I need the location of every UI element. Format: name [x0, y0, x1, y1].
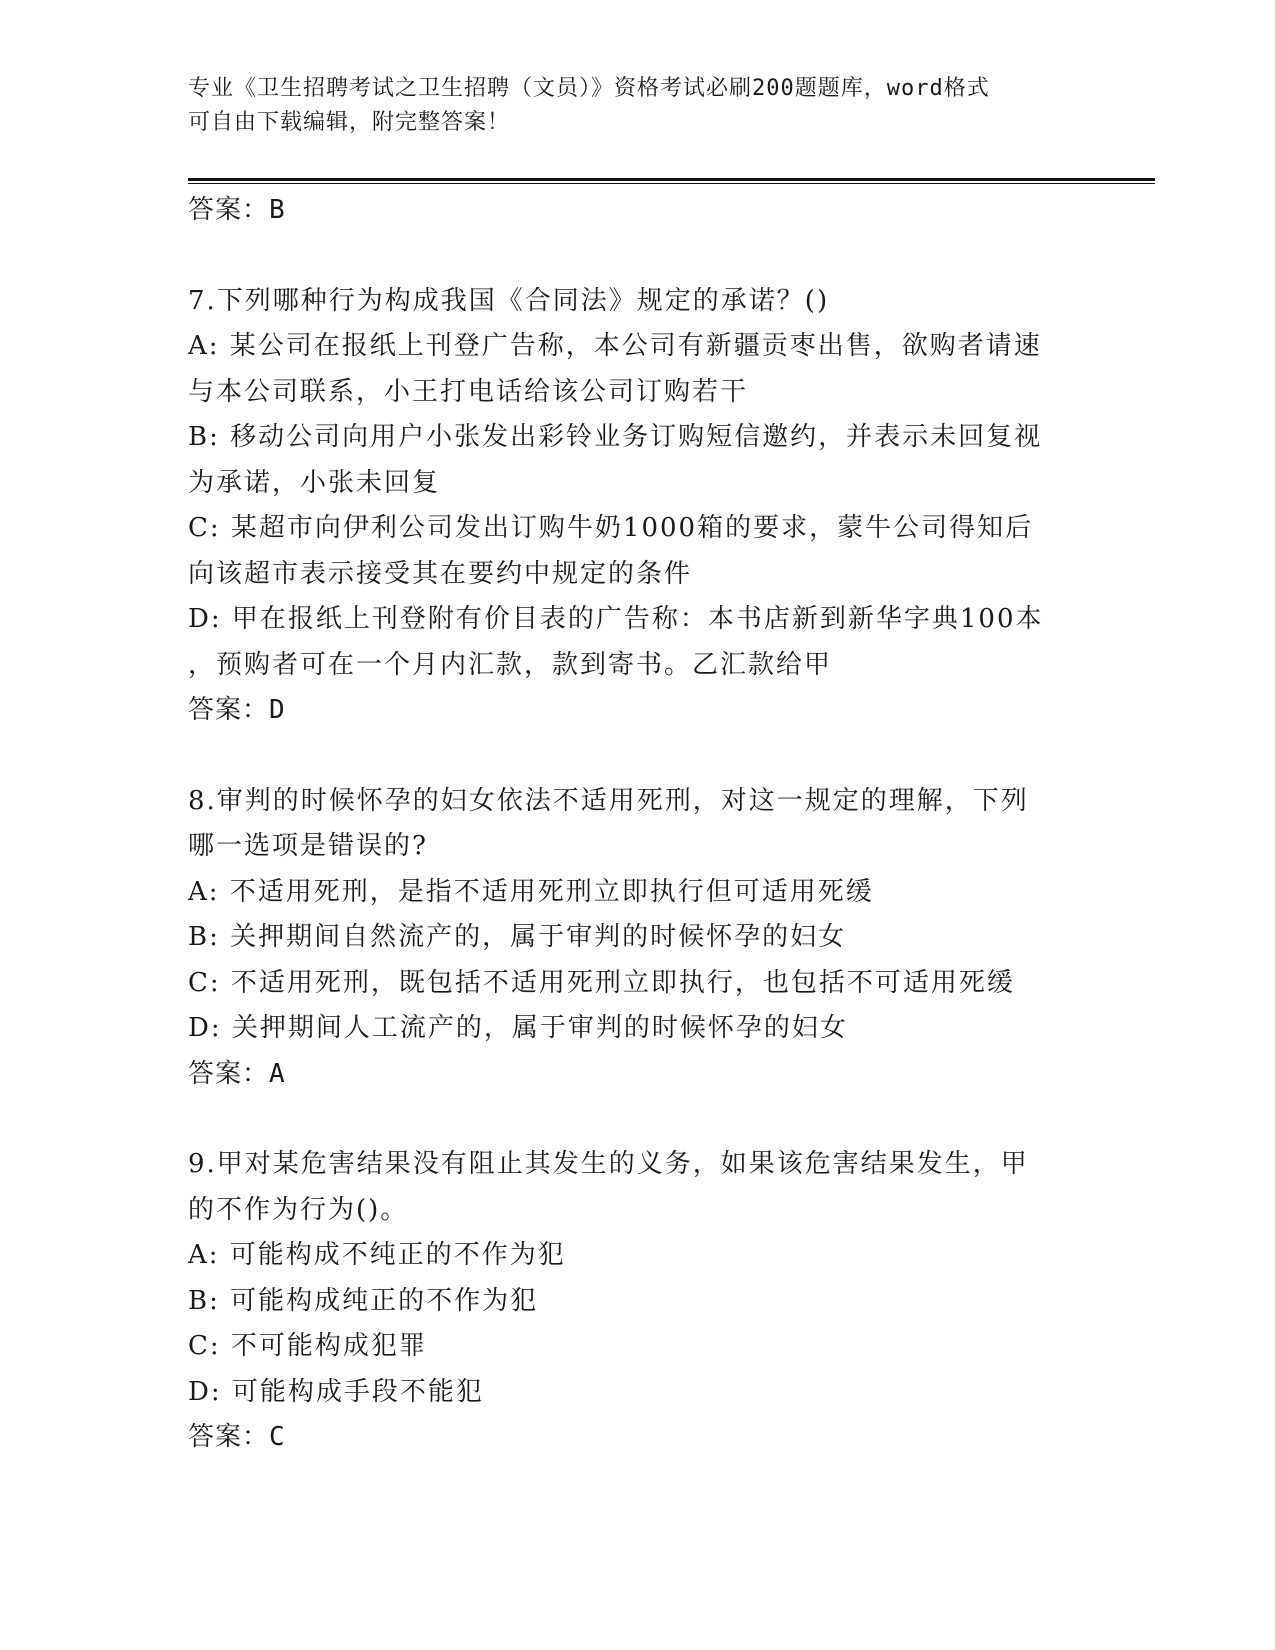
header-rule-thick — [188, 178, 1155, 181]
answer-7: 答案：D — [188, 695, 286, 725]
option-b — [188, 415, 1088, 506]
spacer — [188, 734, 1088, 779]
document-body — [188, 188, 1088, 1461]
question-stem: 8.审判的时候怀孕的妇女依法不适用死刑，对这一规定的理解，下列 — [188, 785, 1029, 816]
question-8 — [188, 779, 1088, 1098]
option-a: A: 不适用死刑，是指不适用死刑立即执行但可适用死缓 — [188, 876, 874, 907]
option-c — [188, 506, 1088, 597]
option-a: A: 可能构成不纯正的不作为犯 — [188, 1240, 566, 1270]
option-d: D: 关押期间人工流产的，属于审判的时候怀孕的妇女 — [188, 1013, 848, 1043]
option-text: B: 移动公司向用户小张发出彩铃业务订购短信邀约，并表示未回复视 — [188, 422, 1043, 452]
spacer — [188, 1097, 1088, 1142]
answer-8: 答案：A — [188, 1058, 286, 1089]
header-rule-thin — [188, 183, 1155, 184]
option-d — [188, 597, 1088, 688]
option-text: 为承诺，小张未回复 — [188, 467, 441, 498]
spacer — [188, 234, 1088, 279]
option-c: C: 不适用死刑，既包括不适用死刑立即执行，也包括不可适用死缓 — [188, 967, 1015, 998]
question-stem: 7.下列哪种行为构成我国《合同法》规定的承诺？() — [188, 285, 830, 316]
question-stem: 的不作为行为()。 — [188, 1194, 409, 1225]
question-9 — [188, 1142, 1088, 1461]
question-7 — [188, 279, 1088, 734]
option-text: D: 甲在报纸上刊登附有价目表的广告称：本书店新到新华字典100本 — [188, 604, 1044, 634]
answer-9: 答案：C — [188, 1422, 286, 1452]
answer-previous: 答案：B — [188, 195, 286, 225]
question-stem: 哪一选项是错误的? — [188, 831, 428, 861]
option-b: B: 关押期间自然流产的，属于审判的时候怀孕的妇女 — [188, 922, 847, 952]
question-stem: 9.甲对某危害结果没有阻止其发生的义务，如果该危害结果发生，甲 — [188, 1149, 1029, 1179]
option-text: A: 某公司在报纸上刊登广告称，本公司有新疆贡枣出售，欲购者请速 — [188, 331, 1042, 361]
option-d: D: 可能构成手段不能犯 — [188, 1376, 484, 1407]
option-c: C: 不可能构成犯罪 — [188, 1331, 427, 1361]
option-text: C: 某超市向伊利公司发出订购牛奶1000箱的要求，蒙牛公司得知后 — [188, 513, 1034, 543]
document-header — [188, 72, 1088, 140]
option-text: ，预购者可在一个月内汇款，款到寄书。乙汇款给甲 — [188, 649, 833, 680]
option-a — [188, 324, 1088, 415]
header-line-1: 专业《卫生招聘考试之卫生招聘（文员）》资格考试必刷200题题库，word格式 — [188, 76, 990, 101]
header-line-2: 可自由下载编辑，附完整答案！ — [188, 110, 511, 135]
option-text: 向该超市表示接受其在要约中规定的条件 — [188, 558, 693, 589]
option-b: B: 可能构成纯正的不作为犯 — [188, 1285, 539, 1316]
option-text: 与本公司联系，小王打电话给该公司订购若干 — [188, 376, 749, 407]
